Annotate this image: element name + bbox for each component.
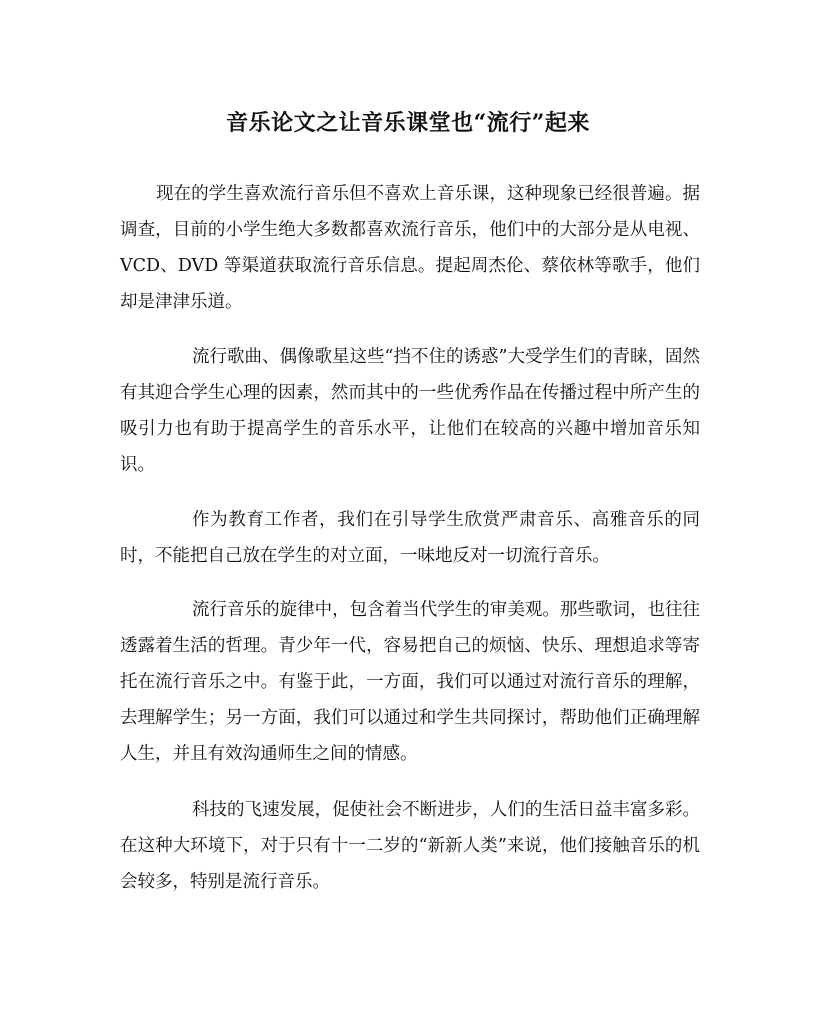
paragraph-2: 流行歌曲、偶像歌星这些“挡不住的诱惑”大受学生们的青睐，固然有其迎合学生心理的因素，然而其中的一些优秀作品在传播过程中所产生的吸引力也有助于提高学生的音乐水平，让他们在较高的兴趣中增加音乐知识。 (120, 347, 700, 475)
paragraph-1: 现在的学生喜欢流行音乐但不喜欢上音乐课，这种现象已经很普遍。据调查，目前的小学生绝大多数都喜欢流行音乐，他们中的大部分是从电视、VCD、DVD 等渠道获取流行音乐信息。提起周杰伦、蔡依林等歌手，他们却是津津乐道。 (120, 184, 700, 312)
paragraph-3: 作为教育工作者，我们在引导学生欣赏严肃音乐、高雅音乐的同时，不能把自己放在学生的对立面，一味地反对一切流行音乐。 (120, 510, 700, 566)
paragraph-5: 科技的飞速发展，促使社会不断进步，人们的生活日益丰富多彩。在这种大环境下，对于只有十一二岁的“新新人类”来说，他们接触音乐的机会较多，特别是流行音乐。 (120, 800, 700, 892)
document-title: 音乐论文之让音乐课堂也“流行”起来 (226, 110, 590, 136)
paragraph-4: 流行音乐的旋律中，包含着当代学生的审美观。那些歌词，也往往透露着生活的哲理。青少年一代，容易把自己的烦恼、快乐、理想追求等寄托在流行音乐之中。有鉴于此，一方面，我们可以通过对流行音乐的理解，去理解学生；另一方面，我们可以通过和学生共同探讨，帮助他们正确理解人生，并且有效沟通师生之间的情感。 (120, 600, 700, 764)
